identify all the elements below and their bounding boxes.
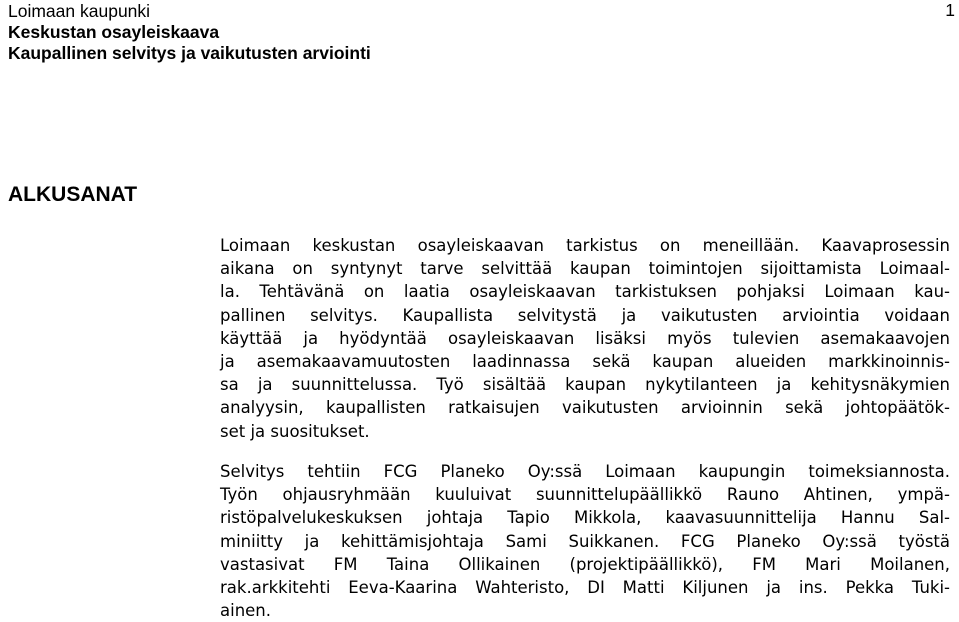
paragraph-line: miniitty ja kehittämisjohtaja Sami Suikkanen. FCG Planeko Oy:ssä työstä (220, 531, 950, 551)
paragraph-line: rak.arkkitehti Eeva-Kaarina Wahteristo, DI Matti Kiljunen ja ins. Pekka Tuki- (220, 577, 950, 597)
paragraph-intro (220, 234, 950, 443)
paragraph-line: ristöpalvelukeskuksen johtaja Tapio Mikkola, kaavasuunnittelija Hannu Sal- (220, 508, 950, 528)
header-municipality: Loimaan kaupunki (8, 1, 151, 21)
paragraph-line: käyttää ja hyödyntää osayleiskaavan lisäksi myös tulevien asemakaavojen (220, 328, 950, 348)
paragraph-line: vastasivat FM Taina Ollikainen (projektipäällikkö), FM Mari Moilanen, (220, 554, 950, 574)
header-report-title: Kaupallinen selvitys ja vaikutusten arviointi (8, 43, 371, 63)
page-header (8, 1, 953, 64)
paragraph-line: Työn ohjausryhmään kuuluivat suunnittelupäällikkö Rauno Ahtinen, ympä- (220, 485, 950, 505)
paragraph-line: analyysin, kaupallisten ratkaisujen vaikutusten arvioinnin sekä johtopäätök- (220, 398, 950, 418)
header-plan-name: Keskustan osayleiskaava (8, 22, 220, 42)
paragraph-line: ja asemakaavamuutosten laadinnassa sekä kaupan alueiden markkinoinnis- (220, 351, 950, 371)
paragraph-line: pallinen selvitys. Kaupallista selvitystä ja vaikutusten arviointia voidaan (220, 305, 950, 325)
page-number: 1 (945, 0, 955, 20)
paragraph-line: sa ja suunnittelussa. Työ sisältää kaupan nykytilanteen ja kehitysnäkymien (220, 375, 950, 395)
paragraph-line: aikana on syntynyt tarve selvittää kaupan toimintojen sijoittamista Loimaal- (220, 259, 950, 279)
section-heading: ALKUSANAT (8, 183, 138, 206)
paragraph-line: Loimaan keskustan osayleiskaavan tarkistus on meneillään. Kaavaprosessin (220, 236, 950, 255)
paragraph-line: set ja suositukset. (220, 421, 370, 441)
paragraph-line: Selvitys tehtiin FCG Planeko Oy:ssä Loimaan kaupungin toimeksiannosta. (220, 462, 950, 481)
paragraph-credits (220, 460, 950, 622)
paragraph-line: ainen. (220, 601, 272, 621)
paragraph-line: la. Tehtävänä on laatia osayleiskaavan tarkistuksen pohjaksi Loimaan kau- (220, 282, 950, 302)
